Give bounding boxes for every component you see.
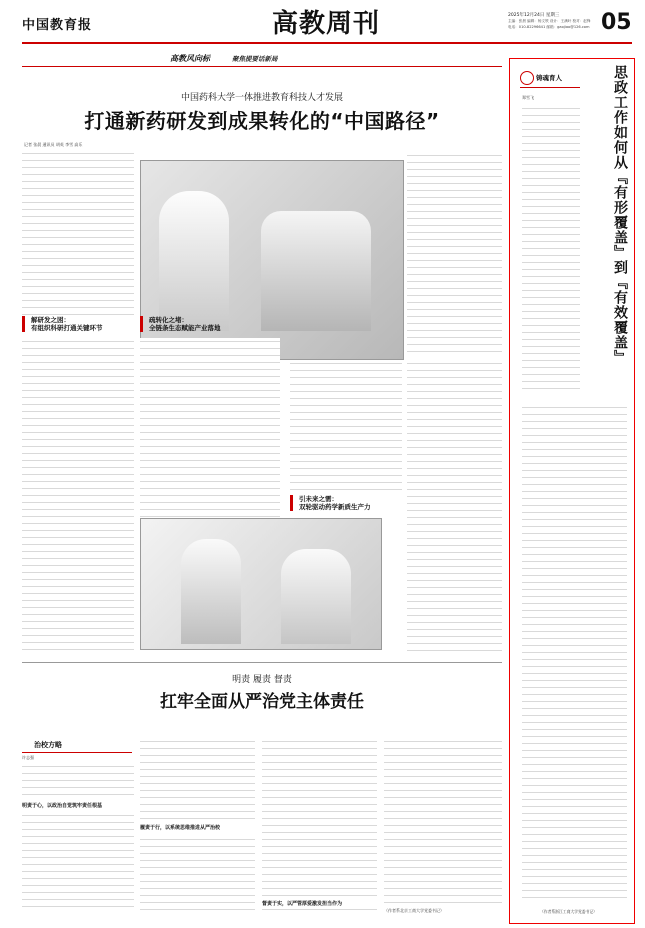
editor-contact: 电话：010-82296641 邮箱：gaojiao@126.com bbox=[508, 25, 590, 29]
middle-byline-end: （作者系北京工商大学党委书记） bbox=[384, 908, 444, 913]
banner-strip bbox=[22, 50, 502, 67]
article-divider bbox=[22, 662, 502, 663]
newspaper-logo: 中国教育报 bbox=[22, 18, 93, 33]
lead-headline: 打通新药研发到成果转化的“中国路径” bbox=[84, 109, 440, 133]
lead-body-col1-lower bbox=[22, 338, 134, 656]
lab-scene-2 bbox=[261, 211, 371, 331]
left-column bbox=[22, 50, 502, 920]
page-title: 高教周刊 bbox=[272, 9, 381, 39]
middle-sub-1: 明责于心，以政治自觉筑牢责任根基 bbox=[22, 800, 137, 811]
issue-date: 2025年12月24日 星期三 bbox=[508, 13, 560, 18]
lead-kicker: 中国药科大学一体推进教育科技人才发展 bbox=[180, 93, 343, 103]
masthead-rule bbox=[22, 42, 632, 44]
photo-figure bbox=[181, 539, 241, 644]
masthead bbox=[0, 0, 645, 44]
lead-byline: 记者 张晨 通讯员 胡英 李雪 高乐 bbox=[24, 142, 83, 147]
sidebar-column-badge bbox=[520, 69, 580, 88]
photo-figure-2 bbox=[281, 549, 351, 644]
lead-body-col4 bbox=[407, 152, 502, 358]
page-number: 05 bbox=[601, 10, 632, 35]
banner-column-name: 高教风向标 bbox=[170, 54, 210, 63]
sidebar-headline: 思政工作如何从『有形覆盖』到『有效覆盖』 bbox=[612, 65, 628, 365]
lead-body-col4-lower bbox=[407, 360, 502, 656]
editor-credits: 主编：张晨 编辑：杨文轶 设计：王满叶 校对：赵锋 bbox=[508, 19, 591, 23]
lead-photo-bottom bbox=[140, 518, 382, 650]
banner-tagline: 聚焦提要话新局 bbox=[232, 55, 278, 63]
lead-section-1: 解研发之困： 有组织科研打通关键环节 bbox=[22, 316, 141, 332]
middle-kicker: 明责 履责 督责 bbox=[232, 675, 292, 685]
sidebar-column-name: 铸魂育人 bbox=[536, 74, 562, 82]
column-name: 治校方略 bbox=[34, 741, 62, 749]
sidebar-byline-end: （作者系浙江工商大学党委书记） bbox=[540, 909, 597, 914]
sidebar-byline: 郑雪飞 bbox=[522, 95, 534, 100]
sidebar-frame bbox=[509, 58, 635, 924]
middle-sub-3: 督责于实，以严管厚爱激发担当作为 bbox=[262, 898, 380, 909]
middle-headline: 扛牢全面从严治党主体责任 bbox=[160, 692, 364, 712]
middle-sub-2: 履责于行，以系统思维推进从严治校 bbox=[140, 822, 258, 833]
middle-body-col3 bbox=[262, 738, 377, 913]
lead-body-col3 bbox=[290, 360, 402, 490]
middle-byline: 许志强 bbox=[22, 755, 34, 760]
sidebar-body-top bbox=[522, 105, 580, 395]
middle-body-col1 bbox=[22, 763, 134, 913]
middle-body-col4 bbox=[384, 738, 502, 906]
lab-scene bbox=[159, 191, 229, 331]
sidebar-body-bottom bbox=[522, 404, 627, 904]
lead-section-2: 疏转化之堵： 全链条生态赋能产业落地 bbox=[140, 316, 279, 332]
badge-circle-icon bbox=[520, 71, 534, 85]
lead-section-3: 引未来之需： 双轮驱动药学新质生产力 bbox=[290, 495, 409, 511]
middle-column-badge bbox=[22, 738, 132, 753]
lead-body-col1 bbox=[22, 150, 134, 316]
